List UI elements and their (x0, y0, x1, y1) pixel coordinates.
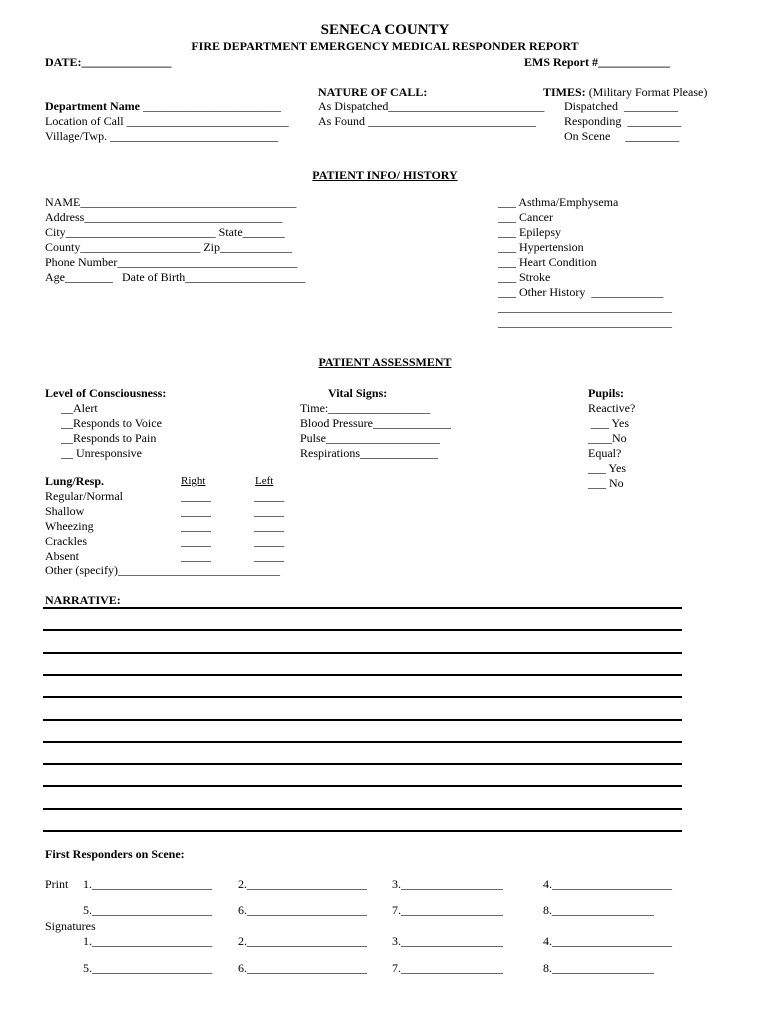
times-title: TIMES: (543, 85, 586, 99)
lung-right-blank[interactable]: _____ (181, 534, 211, 548)
print-name-field[interactable]: 2.____________________ (238, 877, 367, 891)
history-checklist-item[interactable]: ___ Other History ____________ (498, 285, 664, 299)
history-checklist-item[interactable]: ___ Cancer (498, 210, 553, 224)
pupils-option[interactable]: ____No (588, 431, 627, 445)
lung-right-blank[interactable]: _____ (181, 489, 211, 503)
signature-field[interactable]: 2.____________________ (238, 934, 367, 948)
vital-sign-field[interactable]: Time:_________________ (300, 401, 431, 415)
print-name-field[interactable]: 4.____________________ (543, 877, 672, 891)
consciousness-option[interactable]: __Responds to Pain (61, 431, 157, 445)
narrative-line[interactable] (43, 830, 682, 832)
history-checklist-item[interactable]: ___ Stroke (498, 270, 551, 284)
print-name-field[interactable]: 3._________________ (392, 877, 503, 891)
narrative-line[interactable] (43, 674, 682, 676)
history-checklist-item[interactable]: ___ Heart Condition (498, 255, 597, 269)
narrative-line[interactable] (43, 741, 682, 743)
lung-left-blank[interactable]: _____ (254, 519, 284, 533)
narrative-line[interactable] (43, 607, 682, 609)
lung-resp-row-label: Wheezing (45, 519, 94, 533)
village-twp-field[interactable]: Village/Twp. ____________________________ (45, 129, 279, 143)
lung-other-specify-field[interactable]: Other (specify)___________________________ (45, 563, 280, 577)
pupils-option: Equal? (588, 446, 622, 460)
report-subtitle: FIRE DEPARTMENT EMERGENCY MEDICAL RESPONDER REPORT (191, 39, 579, 53)
lung-resp-row-label: Shallow (45, 504, 85, 518)
dispatched-time-field[interactable]: Dispatched _________ (564, 99, 678, 113)
first-responders-title: First Responders on Scene: (45, 847, 185, 861)
narrative-line[interactable] (43, 719, 682, 721)
lung-right-blank[interactable]: _____ (181, 519, 211, 533)
ems-report-number-field[interactable]: EMS Report #____________ (524, 55, 670, 69)
signature-field[interactable]: 1.____________________ (83, 934, 212, 948)
signature-field[interactable]: 5.____________________ (83, 961, 212, 975)
times-note: (Military Format Please) (585, 85, 708, 99)
as-found-field[interactable]: As Found ____________________________ (318, 114, 537, 128)
lung-right-column-label: Right (181, 475, 206, 487)
narrative-line[interactable] (43, 785, 682, 787)
lung-resp-row-label: Crackles (45, 534, 87, 548)
pupils-option[interactable]: ___ Yes (588, 416, 630, 430)
pupils-option[interactable]: ___ No (588, 476, 624, 490)
as-dispatched-field[interactable]: As Dispatched__________________________ (318, 99, 545, 113)
signature-field[interactable]: 3._________________ (392, 934, 503, 948)
history-checklist-item[interactable]: ___ Epilepsy (498, 225, 561, 239)
history-checklist-item[interactable]: ___ Asthma/Emphysema (498, 195, 619, 209)
pupils-option: Reactive? (588, 401, 636, 415)
print-name-field[interactable]: 6.____________________ (238, 903, 367, 917)
lung-resp-row-label: Absent (45, 549, 79, 563)
lung-left-column-label: Left (255, 475, 274, 487)
consciousness-title: Level of Consciousness: (45, 386, 167, 400)
consciousness-option[interactable]: __Alert (61, 401, 98, 415)
signature-field[interactable]: 4.____________________ (543, 934, 672, 948)
nature-of-call-title: NATURE OF CALL: (318, 85, 428, 99)
history-checklist-item[interactable]: _____________________________ (498, 300, 672, 314)
print-name-field[interactable]: 8._________________ (543, 903, 654, 917)
pupils-option[interactable]: ___ Yes (588, 461, 627, 475)
patient-info-field[interactable]: NAME____________________________________ (45, 195, 297, 209)
narrative-line[interactable] (43, 652, 682, 654)
vital-sign-field[interactable]: Pulse___________________ (300, 431, 441, 445)
responding-time-field[interactable]: Responding _________ (564, 114, 682, 128)
narrative-line[interactable] (43, 696, 682, 698)
date-field[interactable]: DATE:_______________ (45, 55, 172, 69)
signature-field[interactable]: 7._________________ (392, 961, 503, 975)
times-heading (543, 86, 707, 98)
signatures-label: Signatures (45, 919, 96, 933)
on-scene-time-field[interactable]: On Scene _________ (564, 129, 680, 143)
vital-sign-field[interactable]: Blood Pressure_____________ (300, 416, 451, 430)
vital-sign-field[interactable]: Respirations_____________ (300, 446, 438, 460)
lung-left-blank[interactable]: _____ (254, 534, 284, 548)
narrative-title: NARRATIVE: (45, 593, 121, 607)
department-name-label: Department Name (45, 99, 140, 113)
print-name-field[interactable]: 1.____________________ (83, 877, 212, 891)
narrative-line[interactable] (43, 808, 682, 810)
vital-signs-title: Vital Signs: (328, 386, 388, 400)
narrative-line[interactable] (43, 629, 682, 631)
patient-info-field[interactable]: City_________________________ State_______ (45, 225, 285, 239)
lung-right-blank[interactable]: _____ (181, 549, 211, 563)
department-name-blank: _______________________ (139, 99, 281, 113)
print-name-field[interactable]: 5.____________________ (83, 903, 212, 917)
history-checklist-item[interactable]: ___ Hypertension (498, 240, 584, 254)
patient-info-field[interactable]: Age________ Date of Birth____________________ (45, 270, 306, 284)
lung-right-blank[interactable]: _____ (181, 504, 211, 518)
history-checklist-item[interactable]: _____________________________ (498, 315, 672, 329)
consciousness-option[interactable]: __Responds to Voice (61, 416, 162, 430)
department-name-field[interactable] (45, 100, 281, 112)
lung-resp-row-label: Regular/Normal (45, 489, 123, 503)
consciousness-option[interactable]: __ Unresponsive (61, 446, 142, 460)
lung-left-blank[interactable]: _____ (254, 549, 284, 563)
print-name-field[interactable]: 7._________________ (392, 903, 503, 917)
signature-field[interactable]: 6.____________________ (238, 961, 367, 975)
lung-resp-title: Lung/Resp. (45, 474, 105, 488)
patient-assessment-title: PATIENT ASSESSMENT (318, 355, 452, 369)
patient-info-field[interactable]: Address_________________________________ (45, 210, 283, 224)
signature-field[interactable]: 8._________________ (543, 961, 654, 975)
patient-info-field[interactable]: County____________________ Zip____________ (45, 240, 293, 254)
print-label: Print (45, 877, 69, 891)
location-of-call-field[interactable]: Location of Call ___________________________ (45, 114, 289, 128)
patient-info-title: PATIENT INFO/ HISTORY (312, 168, 458, 182)
lung-left-blank[interactable]: _____ (254, 504, 284, 518)
patient-info-field[interactable]: Phone Number______________________________ (45, 255, 298, 269)
narrative-line[interactable] (43, 763, 682, 765)
pupils-title: Pupils: (588, 386, 625, 400)
county-title: SENECA COUNTY (320, 22, 450, 38)
lung-left-blank[interactable]: _____ (254, 489, 284, 503)
